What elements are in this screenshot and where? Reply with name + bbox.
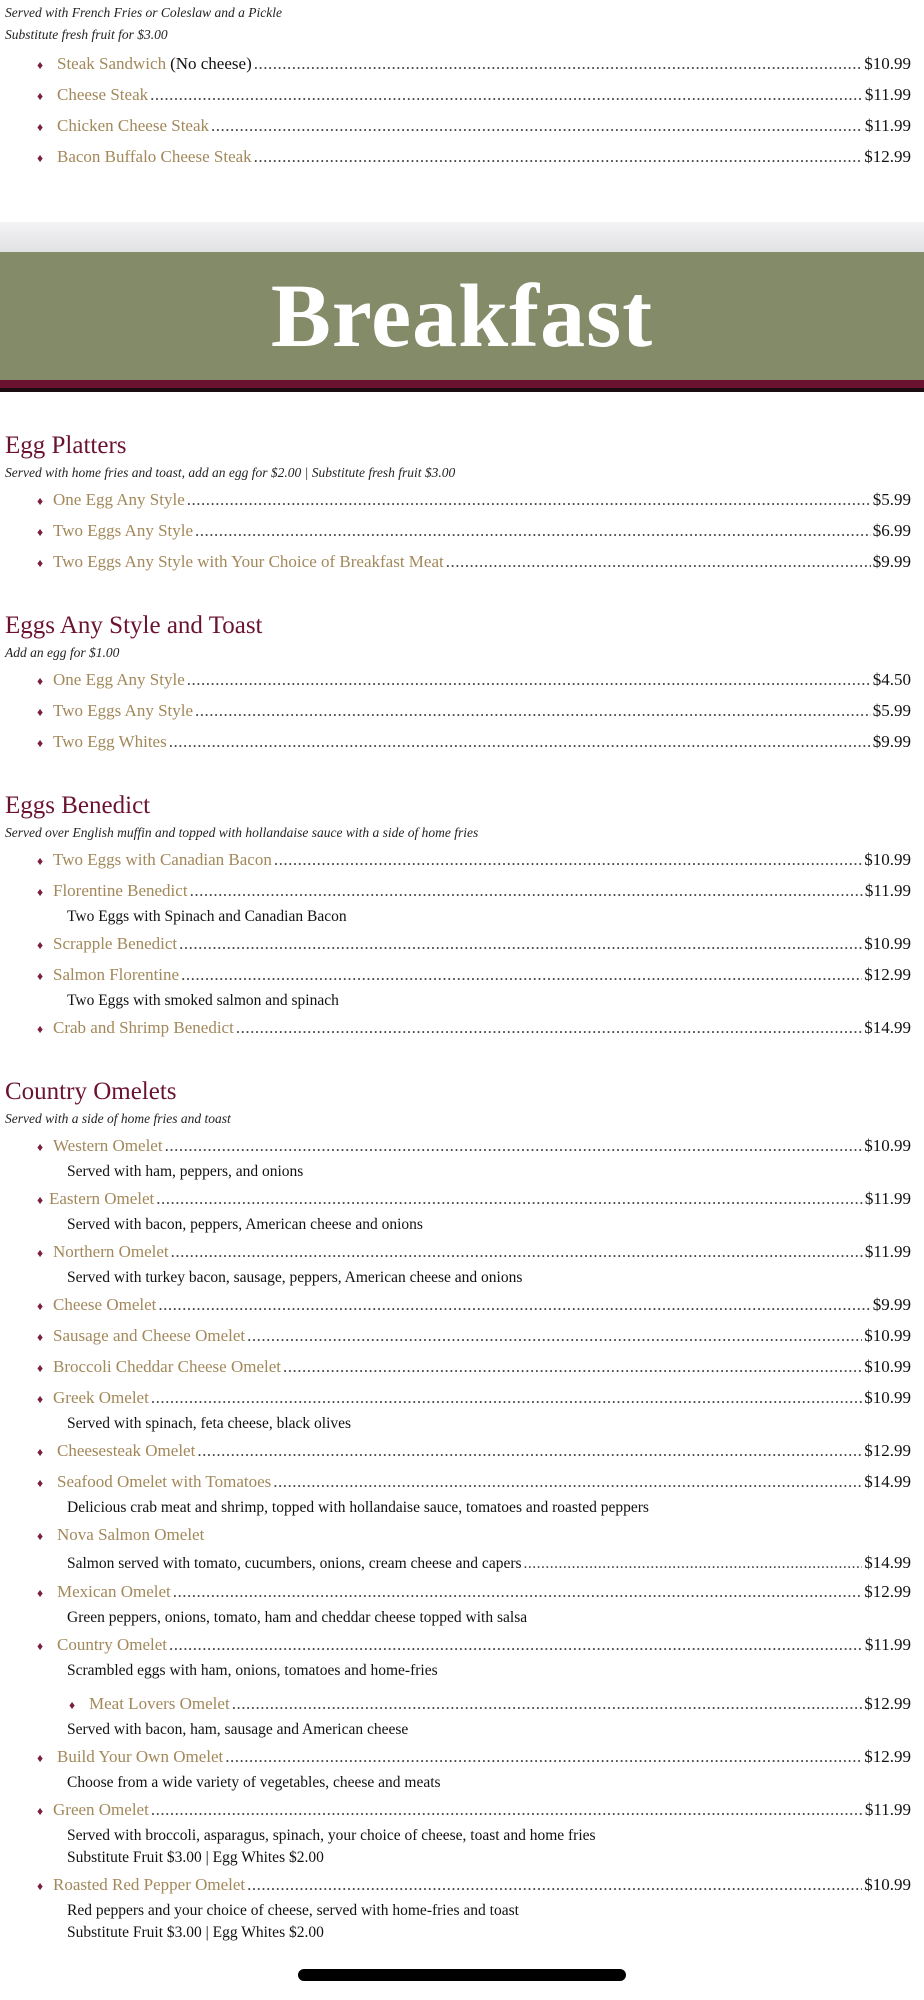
item-description: Two Eggs with smoked salmon and spinach [67,992,339,1009]
home-indicator[interactable] [298,1969,626,1981]
menu-item[interactable] [33,1629,924,1660]
menu-item[interactable] [33,844,924,875]
dot-leader [524,1551,863,1576]
menu-item[interactable] [33,515,924,546]
diamond-bullet-icon: ♦ [36,1476,44,1490]
item-name: Scrapple Benedict [53,934,178,953]
menu-item[interactable] [33,1382,924,1413]
item-name: Chicken Cheese Steak [57,116,210,135]
item-price: $12.99 [864,1694,911,1713]
item-price: $4.50 [872,670,911,689]
item-price: $10.99 [864,54,911,73]
menu-item[interactable] [33,664,924,695]
item-name: Sausage and Cheese Omelet [53,1326,246,1345]
item-description: Delicious crab meat and shrimp, topped with hollandaise sauce, tomatoes and roasted peppers [67,1499,649,1516]
item-name: Steak Sandwich [57,54,167,73]
item-name: Mexican Omelet [57,1582,171,1601]
item-description: Served with bacon, peppers, American cheese and onions [67,1216,423,1233]
menu-item[interactable] [33,79,924,110]
item-price: $11.99 [864,1635,911,1654]
dot-leader [273,1466,862,1497]
item-name: Nova Salmon Omelet [57,1525,205,1544]
item-price: $10.99 [864,1388,911,1407]
dot-leader [236,1012,862,1043]
item-price: $14.99 [864,1472,911,1491]
diamond-bullet-icon: ♦ [36,1529,44,1543]
item-name: Cheese Steak [57,85,149,104]
item-price: $9.99 [872,1295,911,1314]
diamond-bullet-icon: ♦ [36,1022,44,1036]
menu-item[interactable] [33,726,924,757]
item-description: Served with ham, peppers, and onions [67,1163,304,1180]
menu-item[interactable] [33,875,924,906]
dot-leader [225,1741,862,1772]
diamond-bullet-icon: ♦ [36,705,44,719]
dot-leader [232,1688,863,1719]
section-note: Add an egg for $1.00 [5,645,120,660]
item-description: Choose from a wide variety of vegetables, cheese and meats [67,1774,441,1791]
item-price: $10.99 [864,850,911,869]
menu-item[interactable] [33,48,924,79]
item-name: Northern Omelet [53,1242,169,1261]
item-name: Roasted Red Pepper Omelet [53,1875,246,1894]
diamond-bullet-icon: ♦ [36,58,44,72]
diamond-bullet-icon: ♦ [36,1361,44,1375]
item-price: $6.99 [872,521,911,540]
diamond-bullet-icon: ♦ [36,494,44,508]
section-note: Served over English muffin and topped with hollandaise sauce with a side of home fries [5,825,479,840]
dot-leader [173,1576,862,1607]
item-description: Scrambled eggs with ham, onions, tomatoes and home-fries [67,1662,438,1679]
diamond-bullet-icon: ♦ [36,1392,44,1406]
dot-leader [190,875,863,906]
diamond-bullet-icon: ♦ [36,1330,44,1344]
diamond-bullet-icon: ♦ [68,1698,76,1712]
menu-item[interactable] [33,1519,924,1550]
item-price: $11.99 [864,85,911,104]
item-name: One Egg Any Style [53,490,185,509]
dot-leader [197,1435,862,1466]
item-description: Green peppers, onions, tomato, ham and cheddar cheese topped with salsa [67,1609,528,1626]
item-name: Meat Lovers Omelet [89,1694,230,1713]
eggs-benedict-section [0,790,924,1043]
menu-item[interactable] [33,1869,924,1900]
menu-item[interactable] [33,546,924,577]
item-name: Two Eggs Any Style [53,521,194,540]
banner-body [0,252,924,380]
dot-leader [151,1794,863,1825]
menu-item[interactable] [33,1794,924,1825]
dot-leader [446,546,871,577]
item-price: $10.99 [864,934,911,953]
item-name: Bacon Buffalo Cheese Steak [57,147,252,166]
item-price: $11.99 [864,1189,911,1208]
banner-dark-stripe [0,388,924,392]
diamond-bullet-icon: ♦ [36,1879,44,1893]
item-name: Greek Omelet [53,1388,149,1407]
menu-item[interactable] [33,1741,924,1772]
item-name: Florentine Benedict [53,881,188,900]
menu-item[interactable] [33,959,924,990]
diamond-bullet-icon: ♦ [36,525,44,539]
item-name: Crab and Shrimp Benedict [53,1018,234,1037]
diamond-bullet-icon: ♦ [36,1140,44,1154]
item-price: $5.99 [872,490,911,509]
egg-platters-section [0,430,924,577]
diamond-bullet-icon: ♦ [36,151,44,165]
item-price: $10.99 [864,1326,911,1345]
dot-leader [274,844,862,875]
item-price: $12.99 [864,1441,911,1460]
menu-item[interactable] [33,110,924,141]
item-price: $14.99 [864,1018,911,1037]
diamond-bullet-icon: ♦ [36,1299,44,1313]
item-price: $12.99 [864,1582,911,1601]
item-name: Eastern Omelet [49,1189,155,1208]
banner-maroon-stripe [0,380,924,388]
dot-leader [195,695,871,726]
dot-leader [247,1320,862,1351]
item-name: Build Your Own Omelet [57,1747,224,1766]
item-name: Country Omelet [57,1635,168,1654]
item-name: Cheese Omelet [53,1295,157,1314]
item-description: Served with spinach, feta cheese, black olives [67,1415,352,1432]
item-name: Western Omelet [53,1136,163,1155]
dot-leader [158,1289,870,1320]
menu-item[interactable] [33,484,924,515]
diamond-bullet-icon: ♦ [36,854,44,868]
item-description-extra: Substitute Fruit $3.00 | Egg Whites $2.00 [67,1924,324,1941]
dot-leader [151,1382,862,1413]
dot-leader [169,1629,863,1660]
dot-leader [254,48,863,79]
diamond-bullet-icon: ♦ [36,1751,44,1765]
section-note: Substitute fresh fruit for $3.00 [5,27,168,42]
menu-item[interactable] [33,928,924,959]
item-description: Two Eggs with Spinach and Canadian Bacon [67,908,347,925]
section-title: Egg Platters [5,432,127,459]
menu-item[interactable] [33,1289,924,1320]
item-price: $12.99 [864,965,911,984]
menu-item-nested[interactable] [65,1688,924,1719]
item-price: $11.99 [864,116,911,135]
section-note: Served with home fries and toast, add an egg for $2.00 | Substitute fresh fruit $3.00 [5,465,456,480]
item-description: Served with broccoli, asparagus, spinach, your choice of cheese, toast and home fries [67,1827,596,1844]
dot-leader [195,515,871,546]
item-price: $11.99 [864,881,911,900]
menu-item[interactable] [33,141,924,172]
eggs-toast-section [0,610,924,757]
diamond-bullet-icon: ♦ [36,938,44,952]
item-description: Served with turkey bacon, sausage, peppers, American cheese and onions [67,1269,523,1286]
dot-leader [169,726,871,757]
item-name: Green Omelet [53,1800,149,1819]
item-description: Served with bacon, ham, sausage and American cheese [67,1721,409,1738]
dot-leader [165,1130,863,1161]
menu-item[interactable] [33,1320,924,1351]
diamond-bullet-icon: ♦ [36,1246,44,1260]
diamond-bullet-icon: ♦ [36,89,44,103]
menu-item[interactable] [33,1435,924,1466]
section-title: Eggs Benedict [5,792,151,819]
diamond-bullet-icon: ♦ [36,1193,44,1207]
section-note: Served with a side of home fries and toast [5,1111,231,1126]
item-name: Two Egg Whites [53,732,167,751]
diamond-bullet-icon: ♦ [36,885,44,899]
dot-leader [187,664,871,695]
banner-shadow [0,222,924,252]
diamond-bullet-icon: ♦ [36,1445,44,1459]
menu-item[interactable] [33,695,924,726]
diamond-bullet-icon: ♦ [36,120,44,134]
item-name: Salmon Florentine [53,965,180,984]
item-description-extra: Substitute Fruit $3.00 | Egg Whites $2.00 [67,1849,324,1866]
item-name: One Egg Any Style [53,670,185,689]
item-description: Red peppers and your choice of cheese, served with home-fries and toast [67,1902,519,1919]
item-price: $9.99 [872,552,911,571]
diamond-bullet-icon: ♦ [36,969,44,983]
menu-item[interactable] [33,1576,924,1607]
menu-item[interactable] [33,1351,924,1382]
steak-section [0,2,924,172]
dot-leader [181,959,862,990]
item-name: Two Eggs Any Style [53,701,194,720]
item-price: $14.99 [864,1553,911,1572]
dot-leader [150,79,863,110]
menu-item[interactable] [33,1012,924,1043]
item-price: $12.99 [864,1747,911,1766]
item-description-priced [0,1550,924,1576]
item-price: $10.99 [864,1136,911,1155]
diamond-bullet-icon: ♦ [36,556,44,570]
menu-item[interactable] [33,1183,924,1214]
dot-leader [247,1869,862,1900]
section-title: Eggs Any Style and Toast [5,612,263,639]
menu-item[interactable] [33,1466,924,1497]
item-name: Broccoli Cheddar Cheese Omelet [53,1357,282,1376]
diamond-bullet-icon: ♦ [36,1639,44,1653]
item-name: Two Eggs with Canadian Bacon [53,850,272,869]
item-price: $5.99 [872,701,911,720]
item-name: Two Eggs Any Style with Your Choice of Breakfast Meat [53,552,444,571]
dot-leader [171,1236,863,1267]
omelets-section [0,1076,924,1944]
diamond-bullet-icon: ♦ [36,1804,44,1818]
section-note: Served with French Fries or Coleslaw and a Pickle [5,5,282,20]
item-price: $9.99 [872,732,911,751]
item-price: $10.99 [864,1357,911,1376]
dot-leader [211,110,863,141]
dot-leader [283,1351,862,1382]
item-name: Cheesesteak Omelet [57,1441,196,1460]
menu-item[interactable] [33,1236,924,1267]
item-name: Seafood Omelet with Tomatoes [57,1472,272,1491]
item-note: (No cheese) [170,54,252,73]
item-price: $11.99 [864,1242,911,1261]
dot-leader [187,484,871,515]
dot-leader [254,141,863,172]
item-price: $11.99 [864,1800,911,1819]
banner-title: Breakfast [270,266,654,366]
diamond-bullet-icon: ♦ [36,674,44,688]
item-price: $12.99 [864,147,911,166]
section-title: Country Omelets [5,1078,177,1105]
menu-item[interactable] [33,1130,924,1161]
dot-leader [156,1183,863,1214]
dot-leader [179,928,862,959]
item-price: $10.99 [864,1875,911,1894]
item-description: Salmon served with tomato, cucumbers, onions, cream cheese and capers [67,1555,522,1572]
breakfast-banner [0,222,924,392]
diamond-bullet-icon: ♦ [36,736,44,750]
diamond-bullet-icon: ♦ [36,1586,44,1600]
